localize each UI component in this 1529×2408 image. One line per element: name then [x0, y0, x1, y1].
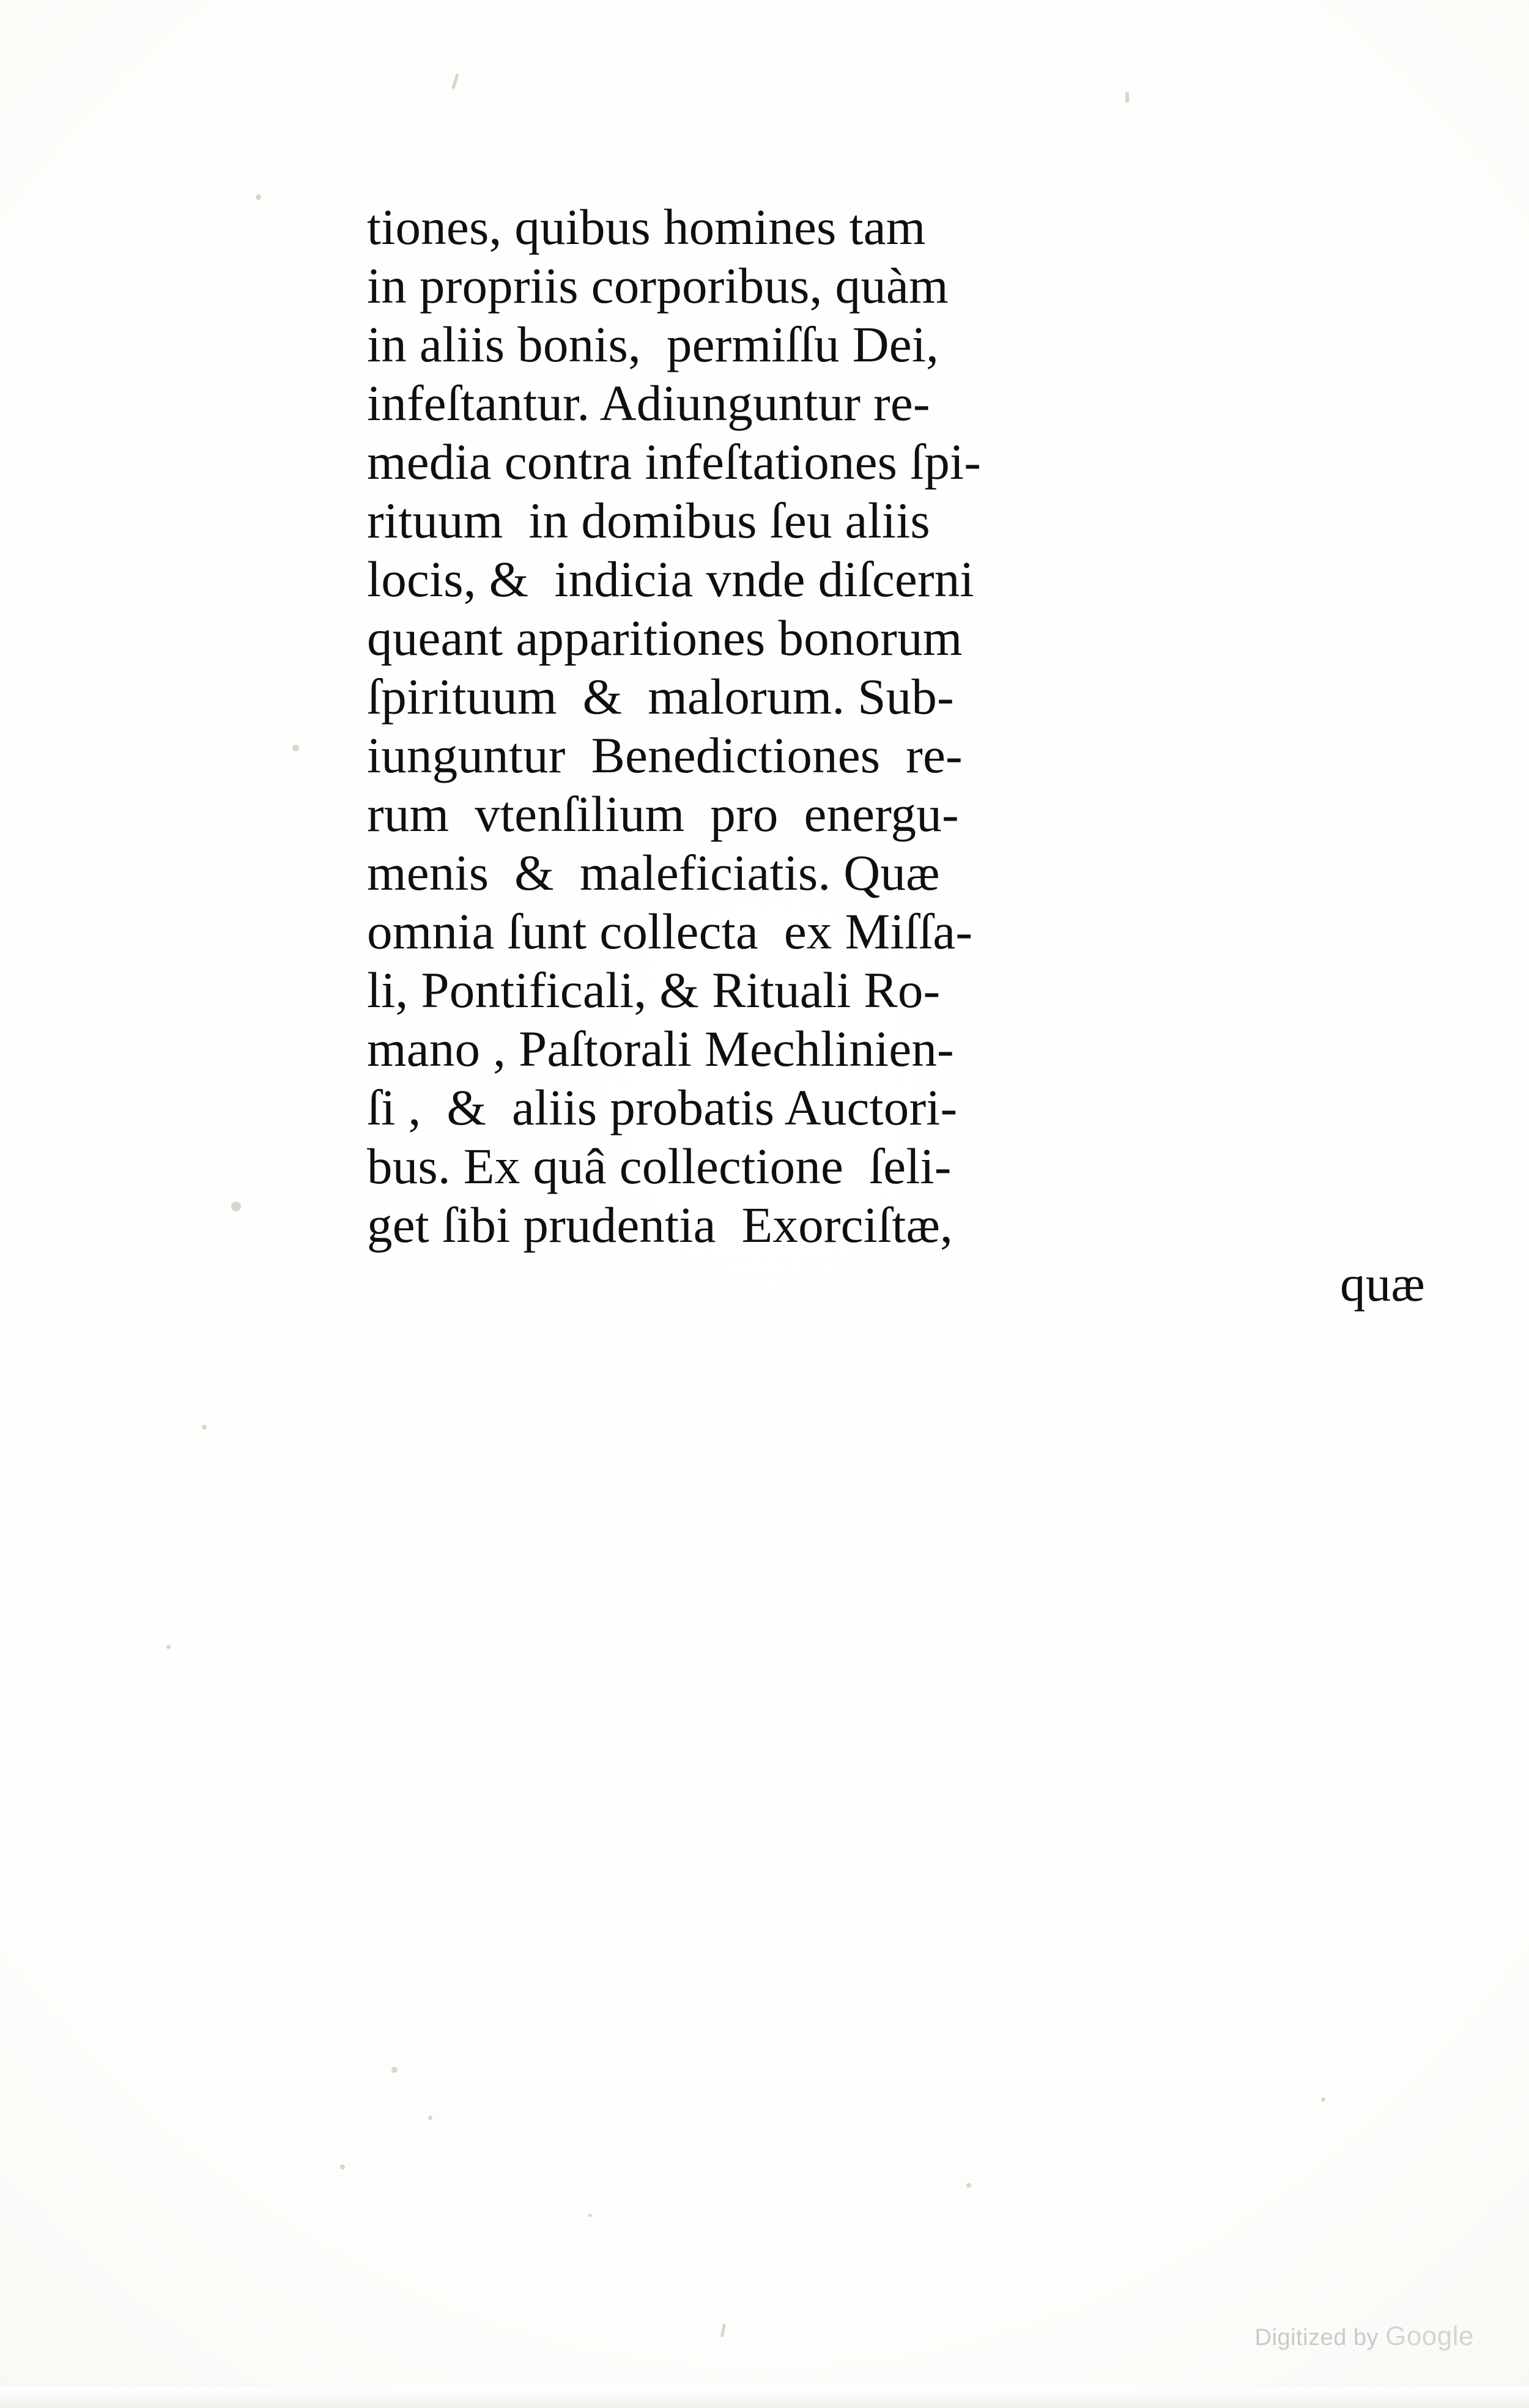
google-wordmark: Google	[1385, 2321, 1474, 2351]
body-line: ſi , & aliis probatis Auctori-	[367, 1079, 958, 1136]
body-line: mano , Paſtorali Mechlinien-	[367, 1021, 954, 1077]
scan-speck	[256, 194, 261, 200]
body-line: locis, & indicia vnde diſcerni	[367, 551, 974, 607]
body-line: menis & maleficiatis. Quæ	[367, 844, 940, 901]
body-line: ſpirituum & malorum. Sub-	[367, 668, 954, 725]
scan-speck	[391, 2067, 398, 2073]
scan-speck	[966, 2183, 971, 2188]
body-line: iunguntur Benedictiones re-	[367, 727, 963, 783]
body-line: bus. Ex quâ collectione ſeli-	[367, 1138, 952, 1194]
body-line: media contra infeſtationes ſpi-	[367, 434, 982, 490]
body-line: rituum in domibus ſeu aliis	[367, 492, 930, 548]
body-line: rum vtenſilium pro energu-	[367, 786, 959, 842]
scan-speck	[428, 2116, 432, 2120]
body-line: li, Pontificali, & Rituali Ro-	[367, 962, 941, 1018]
body-line: in aliis bonis, permiſſu Dei,	[367, 316, 939, 372]
document-body	[367, 199, 1425, 1317]
scan-speck	[720, 2324, 726, 2338]
body-line: in propriis corporibus, quàm	[367, 257, 949, 314]
scan-speck	[588, 2214, 592, 2217]
catchword: quæ	[1340, 1255, 1425, 1312]
body-line: infeſtantur. Adiunguntur re-	[367, 375, 930, 431]
body-line: tiones, quibus homines tam	[367, 199, 926, 255]
body-line: get ſibi prudentia Exorciſtæ,	[367, 1197, 953, 1253]
body-line: queant apparitiones bonorum	[367, 610, 963, 666]
scan-speck	[292, 745, 299, 752]
scan-speck	[1125, 92, 1129, 103]
scan-speck	[1321, 2097, 1325, 2102]
scan-speck	[231, 1202, 241, 1211]
scan-speck	[166, 1645, 171, 1649]
page-bottom-edge	[0, 2387, 1529, 2408]
scan-speck	[451, 73, 459, 89]
scan-speck	[340, 2165, 345, 2170]
scan-speck	[202, 1425, 207, 1430]
digitized-label: Digitized by	[1254, 2325, 1386, 2351]
digitized-by-google-watermark	[1255, 2321, 1474, 2352]
body-line: omnia ſunt collecta ex Miſſa-	[367, 903, 973, 959]
